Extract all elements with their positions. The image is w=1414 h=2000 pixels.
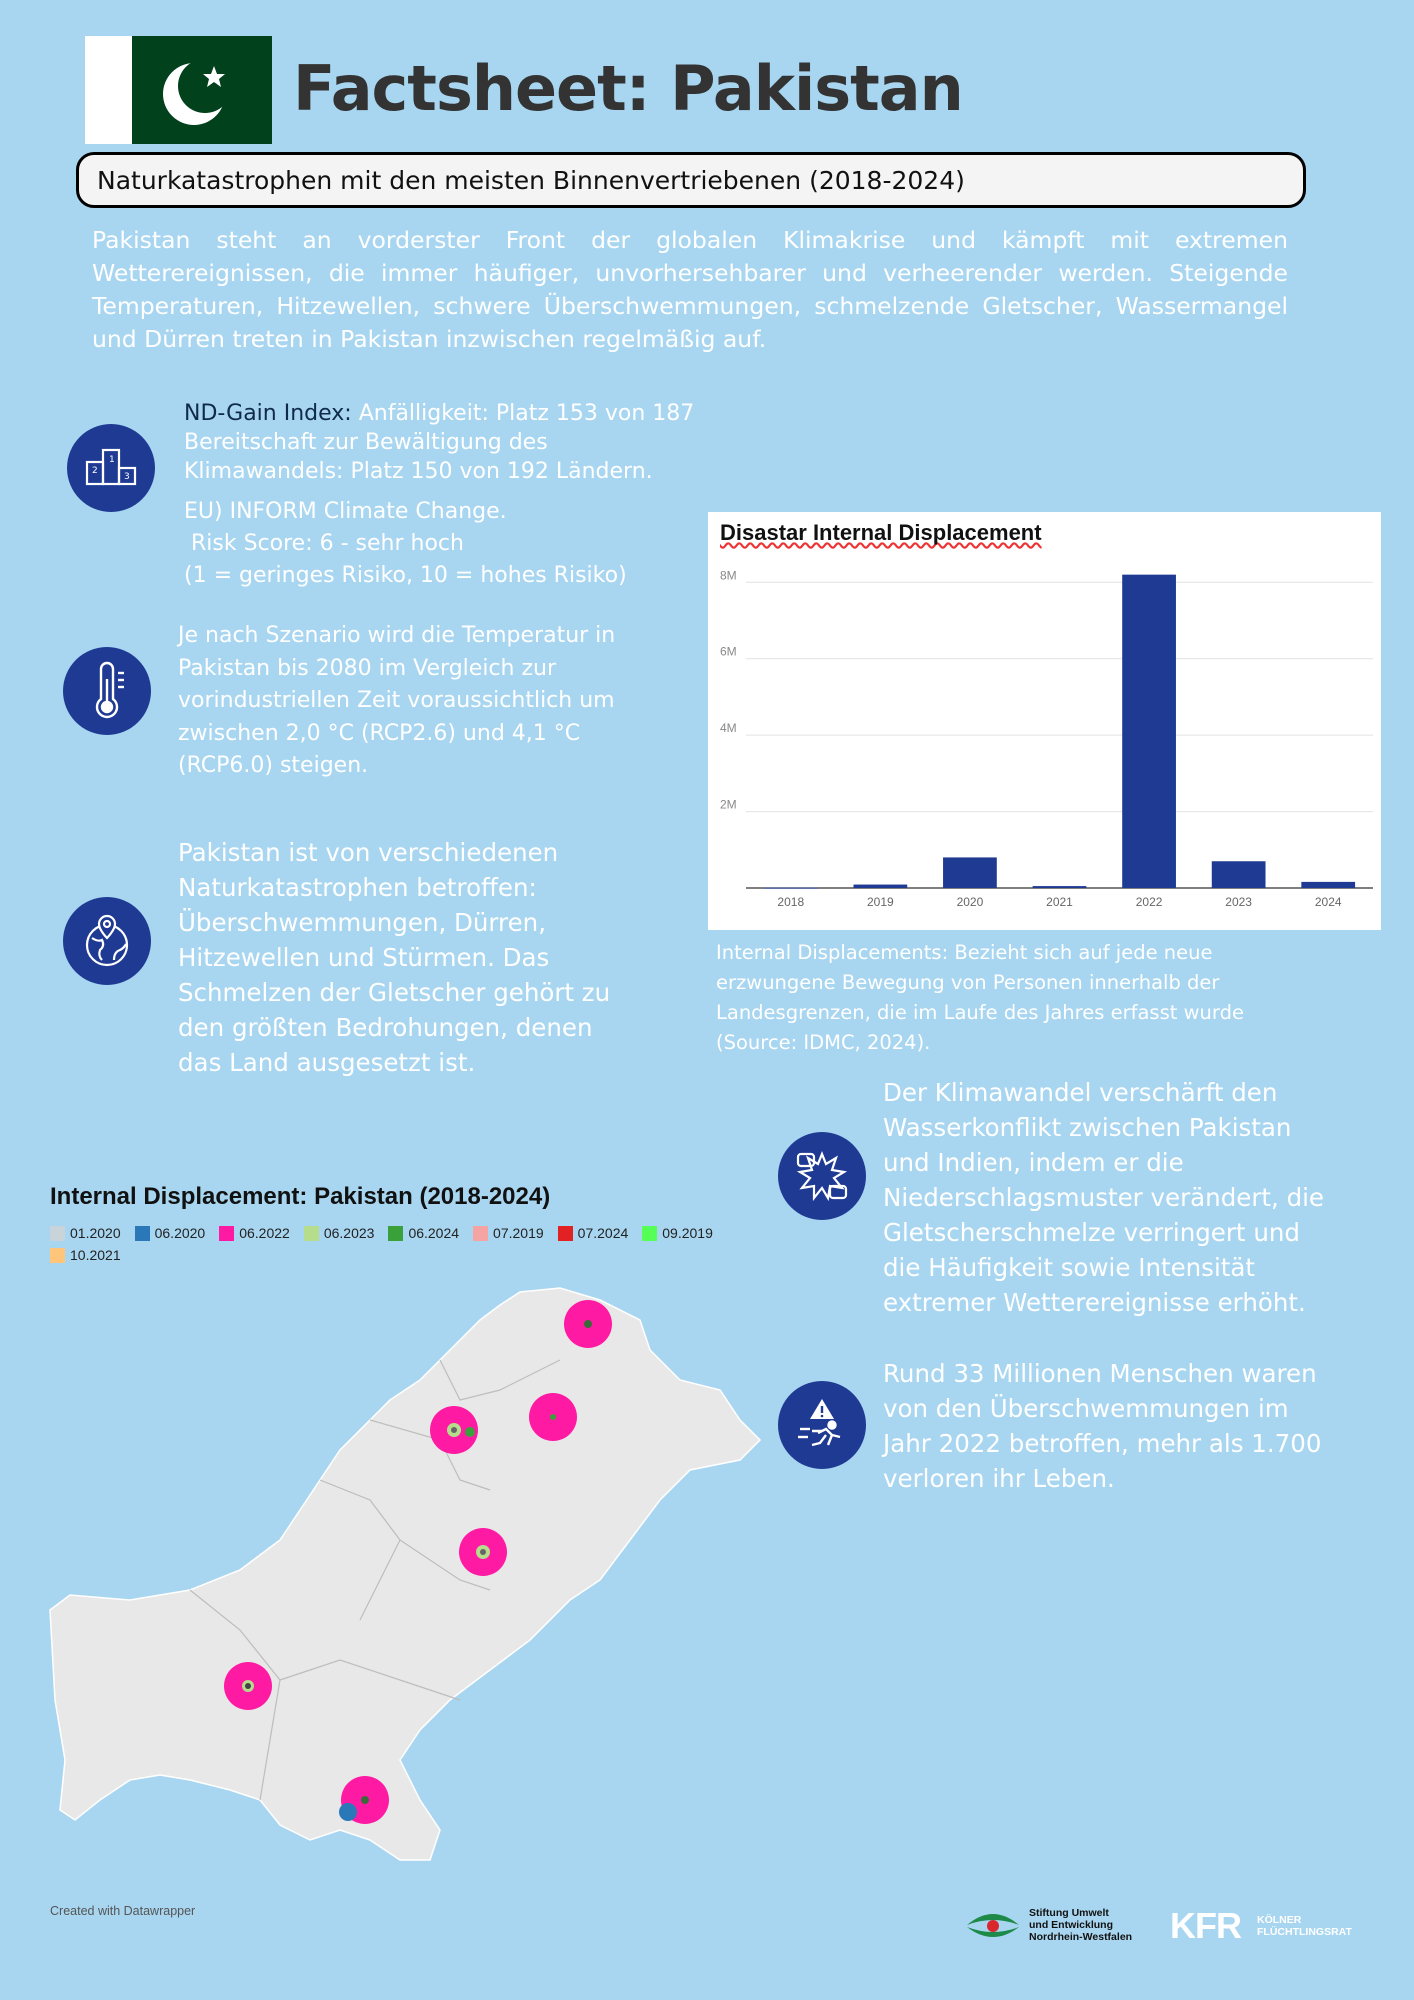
crescent-star-icon	[132, 36, 272, 144]
pakistan-outline	[50, 1288, 760, 1860]
ndgain-label: ND-Gain Index:	[184, 401, 352, 426]
x-tick-label: 2018	[777, 895, 805, 909]
marker-punjab	[459, 1528, 507, 1576]
marker-kp	[430, 1406, 478, 1454]
legend-item: 06.2023	[304, 1225, 375, 1241]
map-title: Internal Displacement: Pakistan (2018-2024)	[50, 1183, 551, 1210]
marker-north	[564, 1300, 612, 1348]
globe-location-icon	[63, 897, 151, 985]
x-tick-label: 2024	[1314, 895, 1342, 909]
chart-title: Disastar Internal Displacement	[720, 520, 1042, 545]
sue-logo: Stiftung Umwelt und Entwicklung Nordrhein-Westfalen	[965, 1905, 1139, 1945]
inform-line-3: (1 = geringes Risiko, 10 = hohes Risiko)	[184, 563, 627, 588]
y-tick-label: 8M	[720, 568, 737, 583]
subtitle-text: Naturkatastrophen mit den meisten Binnenvertriebenen (2018-2024)	[97, 165, 965, 195]
page-title: Factsheet: Pakistan	[293, 52, 963, 125]
legend-item: 06.2020	[135, 1225, 206, 1241]
running-person-warning-icon	[778, 1381, 866, 1469]
x-tick-label: 2022	[1135, 895, 1163, 909]
svg-text:2: 2	[92, 466, 98, 476]
intro-paragraph: Pakistan steht an vorderster Front der globalen Klimakrise und kämpft mit extremen Wetterereignissen, die immer häufiger, unvorhersehbarer und verheerender werden. Steigende Temperaturen, Hitzewellen, schwere Überschwemmungen, schmelzende Gletscher, Wassermangel und Dürren treten in Pakistan inzwischen regelmäßig auf.	[92, 226, 1288, 353]
pakistan-map	[40, 1280, 780, 1870]
bar-2024	[1301, 882, 1355, 888]
y-tick-label: 6M	[720, 644, 737, 659]
legend-item: 09.2019	[642, 1225, 713, 1241]
podium-icon	[67, 424, 155, 512]
inform-line-2: Risk Score: 6 - sehr hoch	[184, 531, 464, 556]
chart-note: Internal Displacements: Bezieht sich auf jede neue erzwungene Bewegung von Personen innerhalb der Landesgrenzen, die im Laufe des Jahres erfasst wurde (Source: IDMC, 2024).	[716, 941, 1244, 1054]
disasters-text: Pakistan ist von verschiedenen Naturkatastrophen betroffen: Überschwemmungen, Dürren, Hitzewellen und Stürmen. Das Schmelzen der Gletscher gehört zu den größten Bedrohungen, denen das Land ausgesetzt ist.	[178, 838, 611, 1077]
svg-text:1: 1	[109, 455, 115, 465]
legend-item: 06.2022	[219, 1225, 290, 1241]
bar-2019	[853, 885, 907, 888]
kfr-logo: KFR KÖLNER FLÜCHTLINGSRAT	[1170, 1905, 1352, 1946]
inform-text	[184, 496, 664, 592]
bar-chart-svg	[708, 512, 1381, 930]
x-tick-label: 2019	[867, 895, 894, 909]
x-tick-label: 2021	[1046, 895, 1073, 909]
x-tick-label: 2023	[1225, 895, 1252, 909]
x-tick-label: 2020	[956, 895, 984, 909]
legend-item: 01.2020	[50, 1225, 121, 1241]
inform-line-1: EU) INFORM Climate Change.	[184, 499, 507, 524]
temperature-text: Je nach Szenario wird die Temperatur in Pakistan bis 2080 im Vergleich zur vorindustriellen Zeit voraussichtlich um zwischen 2,0 °C (RCP2.6) und 4,1 °C (RCP6.0) steigen.	[178, 623, 616, 778]
floods-2022-text: Rund 33 Millionen Menschen waren von den Überschwemmungen im Jahr 2022 betroffen, mehr als 1.700 verloren ihr Leben.	[883, 1359, 1322, 1493]
y-tick-label: 4M	[720, 721, 737, 736]
legend-item: 07.2024	[558, 1225, 629, 1241]
y-tick-label: 2M	[720, 797, 737, 812]
subtitle-banner	[76, 152, 1306, 208]
legend-item: 07.2019	[473, 1225, 544, 1241]
thermometer-icon	[63, 647, 151, 735]
conflict-fists-icon	[778, 1132, 866, 1220]
bar-2020	[943, 857, 997, 888]
bar-2023	[1212, 861, 1266, 888]
bar-2022	[1122, 575, 1176, 888]
svg-text:3: 3	[124, 472, 130, 482]
marker-islamabad	[529, 1393, 577, 1441]
sue-eye-icon	[965, 1905, 1021, 1945]
legend-item: 10.2021	[50, 1247, 121, 1263]
ndgain-text	[184, 399, 704, 486]
map-legend	[50, 1225, 750, 1263]
ndgain-value: Anfälligkeit: Platz 153 von 187 Bereitschaft zur Bewältigung des Klimawandels: Platz 150 von 192 Ländern.	[184, 401, 695, 484]
marker-balochistan	[224, 1662, 272, 1710]
datawrapper-credit: Created with Datawrapper	[50, 1904, 196, 1918]
bar-2021	[1033, 886, 1087, 888]
pakistan-flag	[85, 36, 272, 144]
water-conflict-text: Der Klimawandel verschärft den Wasserkonflikt zwischen Pakistan und Indien, indem er die Niederschlagsmuster verändert, die Gletscherschmelze verringert und die Häufigkeit sowie Intensität extremer Wetterereignisse erhöht.	[883, 1078, 1324, 1317]
displacement-chart	[708, 512, 1381, 930]
bar-2018	[764, 888, 818, 889]
legend-item: 06.2024	[388, 1225, 459, 1241]
